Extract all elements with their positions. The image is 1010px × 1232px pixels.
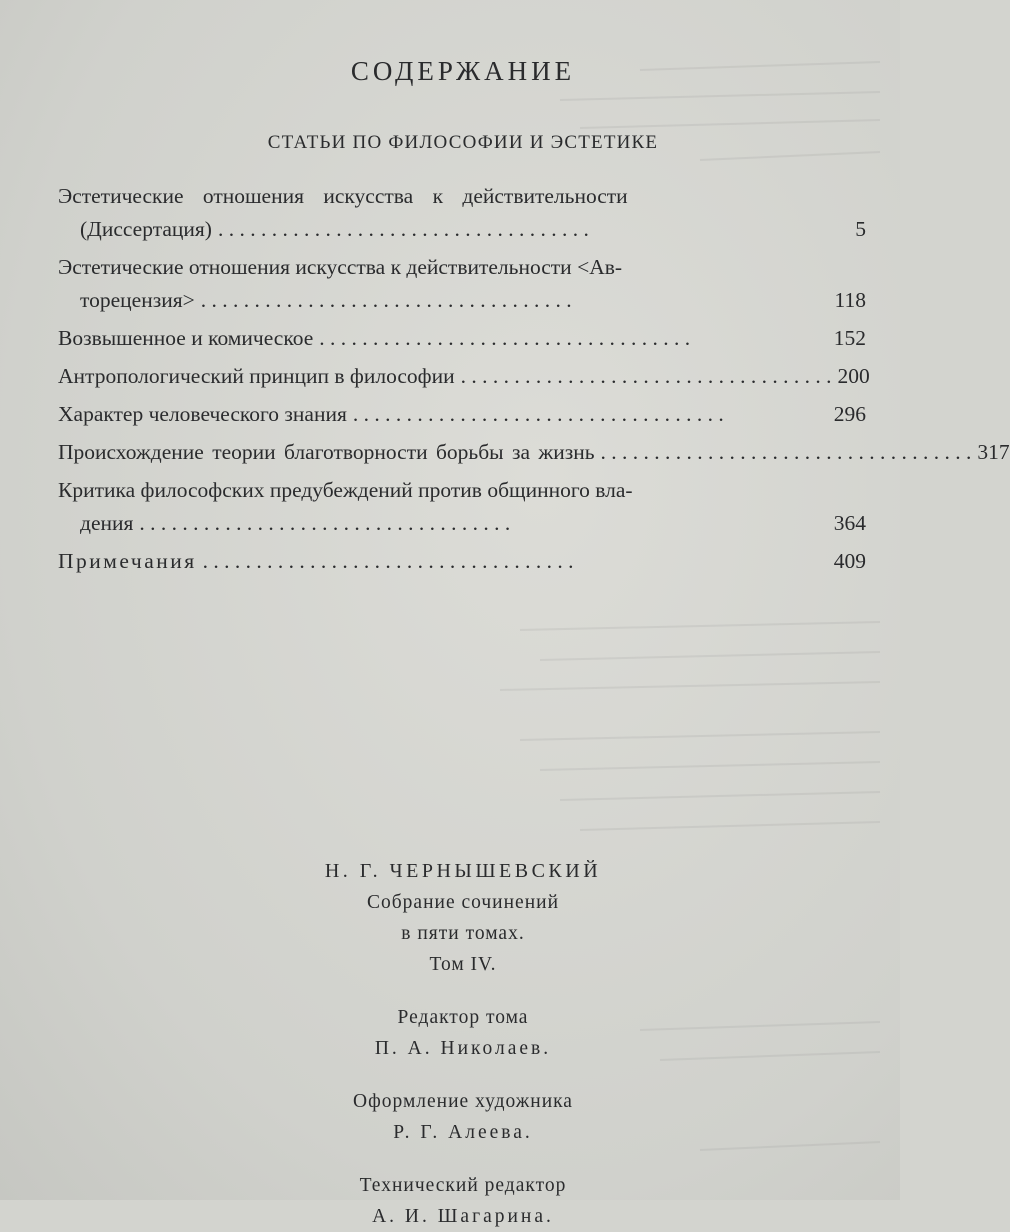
- toc-page-number: 152: [833, 326, 866, 350]
- toc-entry-title: Эстетические отношения искусства к действительности <Ав-: [58, 255, 623, 279]
- toc-page-number: 296: [833, 402, 866, 426]
- toc-entry: [58, 251, 866, 317]
- toc-entry-title: Происхождение теории благотворности борьбы за жизнь: [58, 440, 595, 464]
- leader-dots: [218, 213, 830, 246]
- leader-dots: [601, 436, 972, 469]
- leader-dots: [319, 322, 828, 355]
- toc-entry-title-cont: торецензия>: [80, 288, 195, 312]
- toc-entry-title: Возвышенное и комическое: [58, 326, 314, 350]
- imprint-tech-name: А. И. Шагарина.: [372, 1206, 554, 1227]
- leader-dots: [139, 507, 827, 540]
- toc-page-number: 364: [833, 511, 866, 535]
- toc-entry: [58, 322, 866, 355]
- toc-page-number: 409: [833, 549, 866, 573]
- toc-entry-title: Критика философских предубеждений против общинного вла-: [58, 478, 633, 502]
- imprint-editor-label: Редактор тома: [397, 1007, 529, 1028]
- toc-entry-title: Примечания: [58, 549, 197, 573]
- leader-dots: [203, 545, 828, 578]
- leader-dots: [461, 360, 832, 393]
- toc-page-number: 118: [834, 288, 866, 312]
- section-title: СТАТЬИ ПО ФИЛОСОФИИ И ЭСТЕТИКЕ: [267, 132, 659, 153]
- toc-entry: [58, 180, 866, 246]
- toc-entry: [58, 360, 870, 393]
- leader-dots: [201, 284, 829, 317]
- imprint-editor-name: П. А. Николаев.: [374, 1038, 552, 1059]
- toc-page-number: 5: [855, 217, 866, 241]
- toc-entry-title: Эстетические отношения искусства к действительности: [58, 184, 628, 208]
- table-of-contents: [58, 180, 1010, 578]
- toc-entry: [58, 474, 866, 540]
- toc-entry: [58, 398, 866, 431]
- toc-entry: [58, 436, 1010, 469]
- toc-page-number: 200: [837, 364, 870, 388]
- imprint-work: Собрание сочинений: [366, 892, 560, 913]
- imprint-volume: Том IV.: [429, 954, 497, 975]
- imprint-design-name: Р. Г. Алеева.: [393, 1122, 533, 1143]
- imprint-design-label: Оформление художника: [353, 1091, 573, 1112]
- toc-entry-title: Антропологический принцип в философии: [58, 364, 455, 388]
- imprint-tech-label: Технический редактор: [359, 1175, 567, 1196]
- imprint-volumes: в пяти томах.: [401, 923, 525, 944]
- imprint-author: Н. Г. ЧЕРНЫШЕВСКИЙ: [324, 860, 602, 882]
- toc-entry-notes: [58, 545, 866, 578]
- imprint: [0, 856, 926, 1232]
- page-title: СОДЕРЖАНИЕ: [350, 56, 576, 86]
- leader-dots: [353, 398, 828, 431]
- toc-page-number: 317: [977, 440, 1010, 464]
- toc-entry-title-cont: (Диссертация): [80, 217, 212, 241]
- toc-entry-title-cont: дения: [80, 511, 134, 535]
- toc-entry-title: Характер человеческого знания: [58, 402, 347, 426]
